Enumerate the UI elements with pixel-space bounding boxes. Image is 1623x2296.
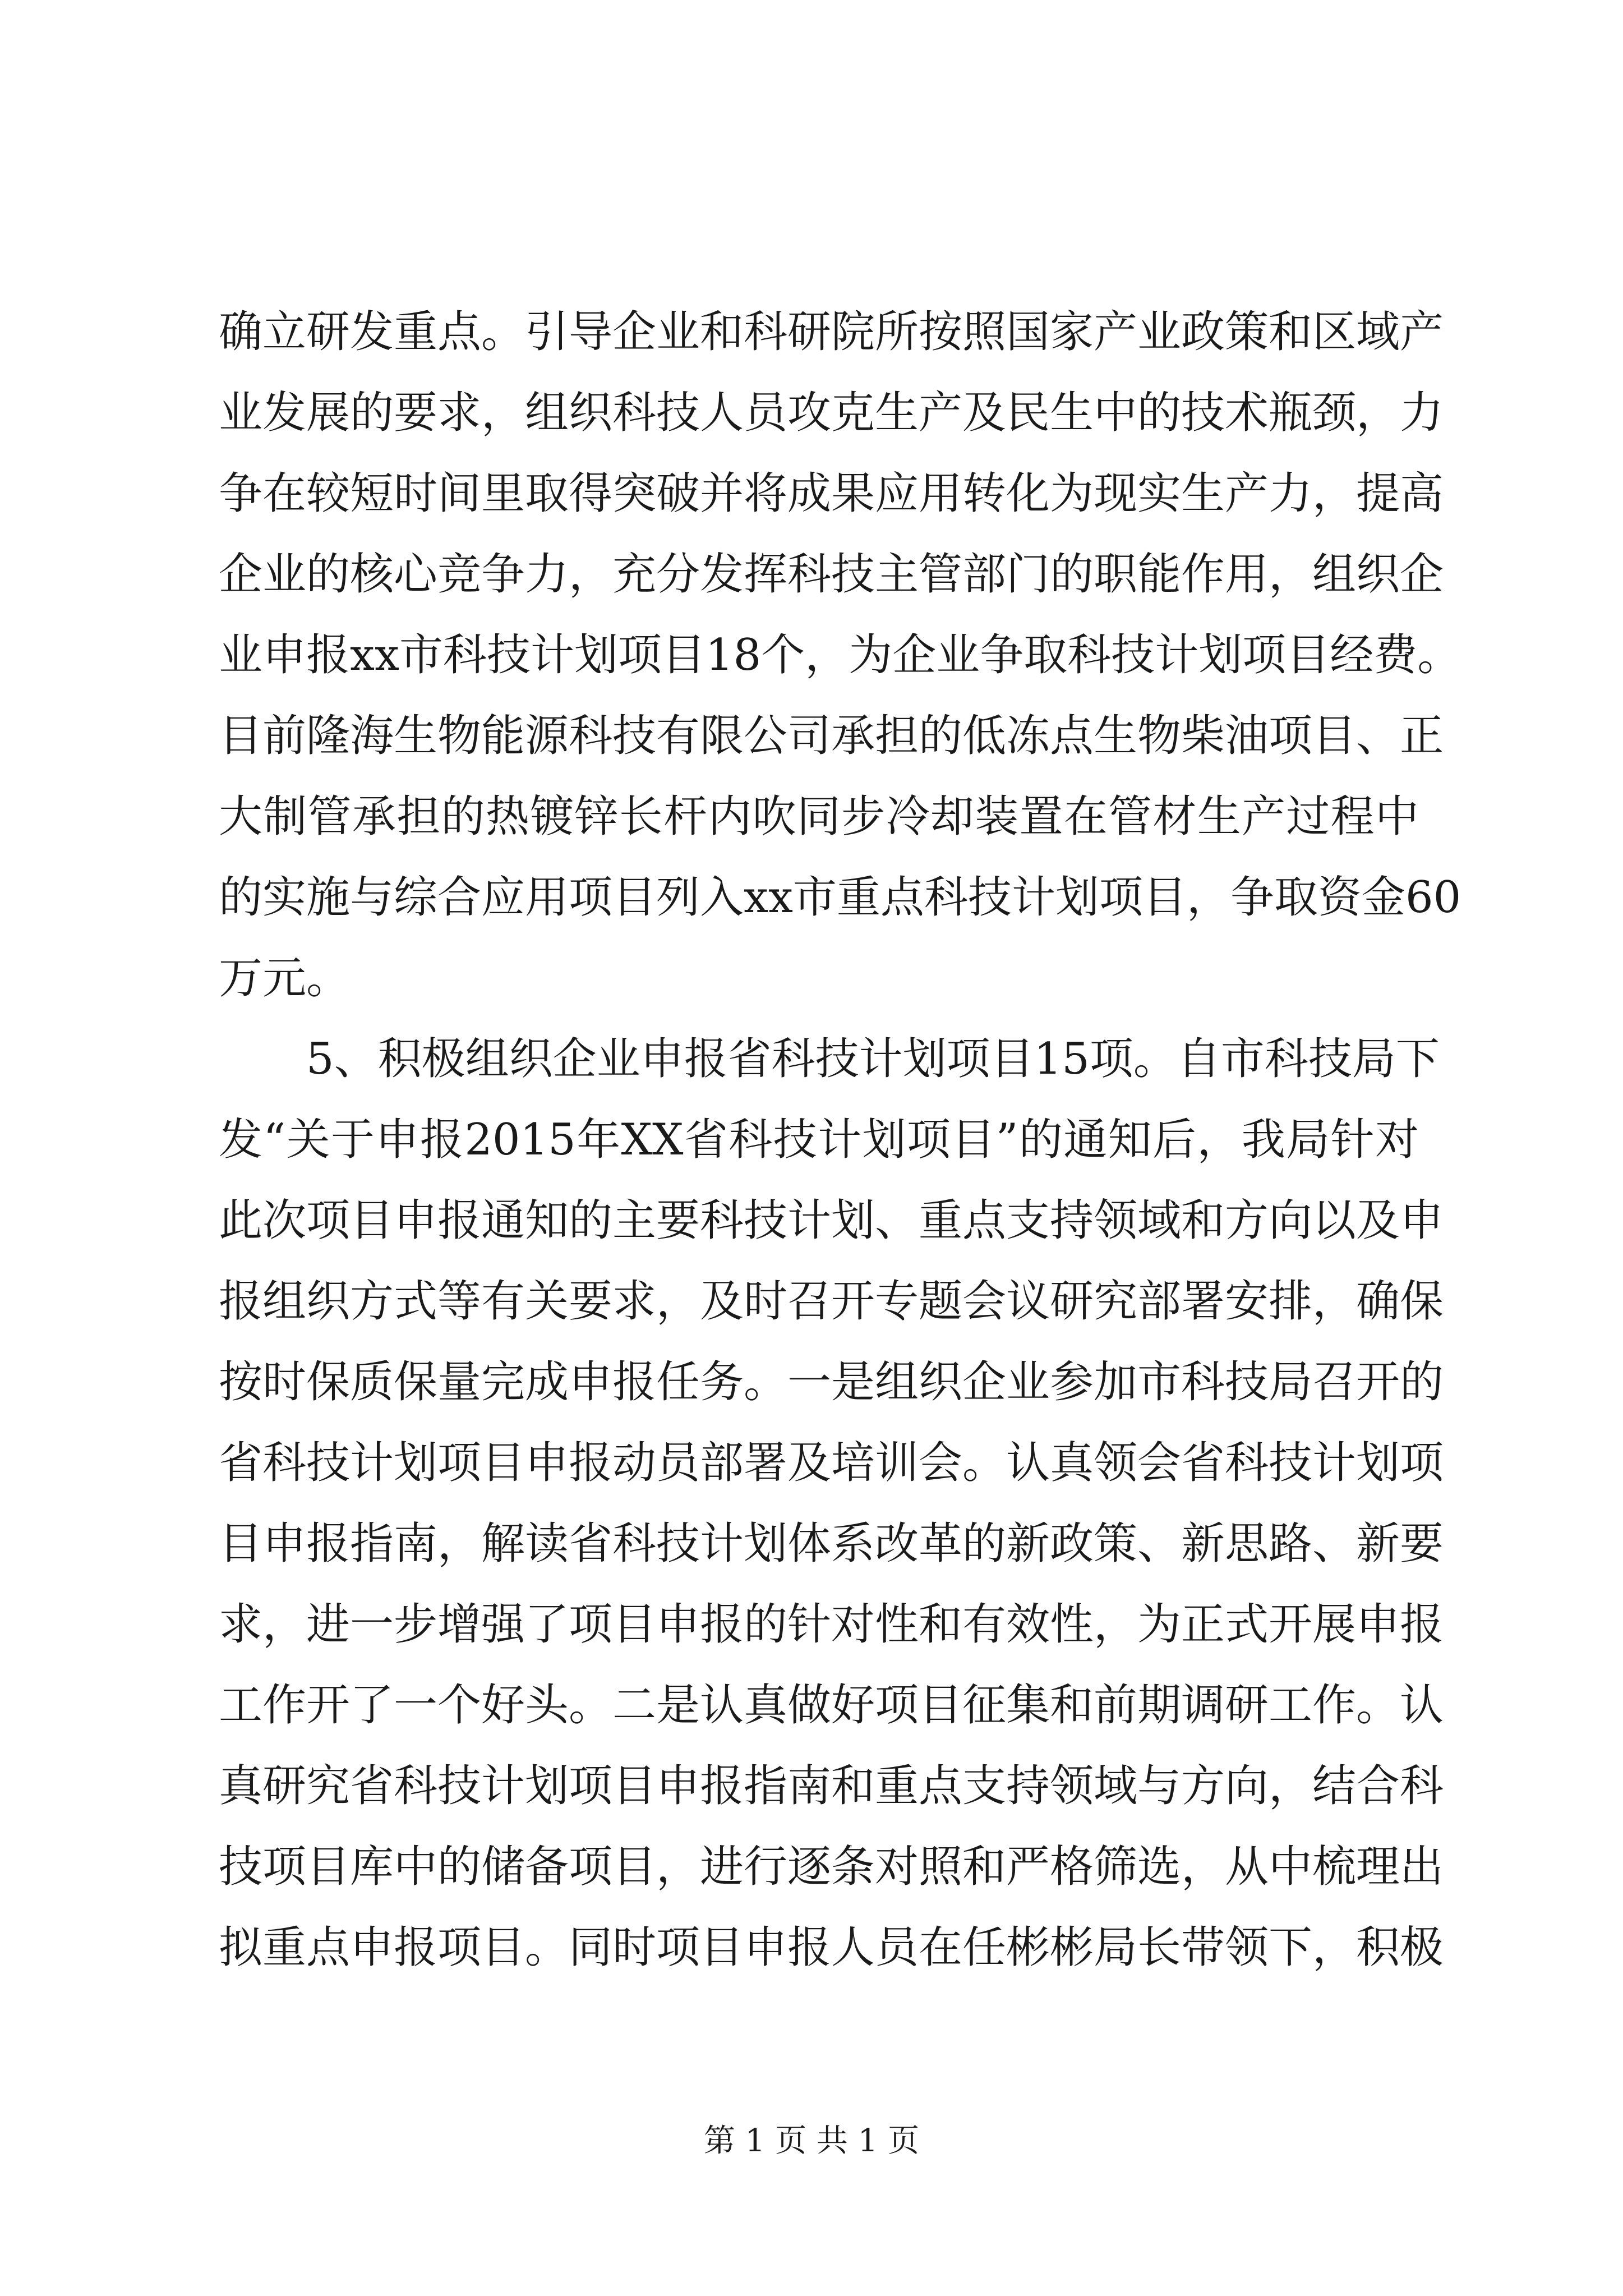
text-line: 的实施与综合应用项目列入xx市重点科技计划项目，争取资金60: [219, 872, 1461, 923]
text-line: 业申报xx市科技计划项目18个，为企业争取科技计划项目经费。: [219, 630, 1461, 680]
text-line: 报组织方式等有关要求，及时召开专题会议研究部署安排，确保: [219, 1276, 1444, 1327]
text-line: 发“关于申报2015年XX省科技计划项目”的通知后，我局针对: [219, 1115, 1419, 1165]
text-line: 工作开了一个好头。二是认真做好项目征集和前期调研工作。认: [219, 1680, 1444, 1731]
page-number-label: 第 1 页 共 1 页: [703, 2123, 920, 2159]
text-line: 目前隆海生物能源科技有限公司承担的低冻点生物柴油项目、正: [219, 711, 1444, 761]
text-line: 确立研发重点。引导企业和科研院所按照国家产业政策和区域产: [219, 307, 1444, 357]
text-line: 省科技计划项目申报动员部署及培训会。认真领会省科技计划项: [219, 1438, 1444, 1488]
text-line: 此次项目申报通知的主要科技计划、重点支持领域和方向以及申: [219, 1195, 1444, 1246]
text-line: 真研究省科技计划项目申报指南和重点支持领域与方向，结合科: [219, 1761, 1444, 1811]
text-line: 万元。: [219, 953, 351, 1004]
text-line: 大制管承担的热镀锌长杆内吹同步冷却装置在管材生产过程中: [219, 792, 1419, 842]
text-line: 求，进一步增强了项目申报的针对性和有效性，为正式开展申报: [219, 1599, 1444, 1650]
text-line: 技项目库中的储备项目，进行逐条对照和严格筛选，从中梳理出: [219, 1842, 1444, 1892]
document-body: [219, 292, 1461, 1988]
page-footer: [0, 2122, 1623, 2161]
text-line: 按时保质保量完成申报任务。一是组织企业参加市科技局召开的: [219, 1357, 1444, 1407]
text-line: 企业的核心竞争力，充分发挥科技主管部门的职能作用，组织企: [219, 549, 1444, 600]
text-line: 目申报指南，解读省科技计划体系改革的新政策、新思路、新要: [219, 1519, 1444, 1569]
text-line: 5、积极组织企业申报省科技计划项目15项。自市科技局下: [306, 1034, 1440, 1084]
text-line: 业发展的要求，组织科技人员攻克生产及民生中的技术瓶颈，力: [219, 388, 1444, 438]
text-line: 拟重点申报项目。同时项目申报人员在任彬彬局长带领下，积极: [219, 1922, 1444, 1973]
text-line: 争在较短时间里取得突破并将成果应用转化为现实生产力，提高: [219, 468, 1444, 519]
